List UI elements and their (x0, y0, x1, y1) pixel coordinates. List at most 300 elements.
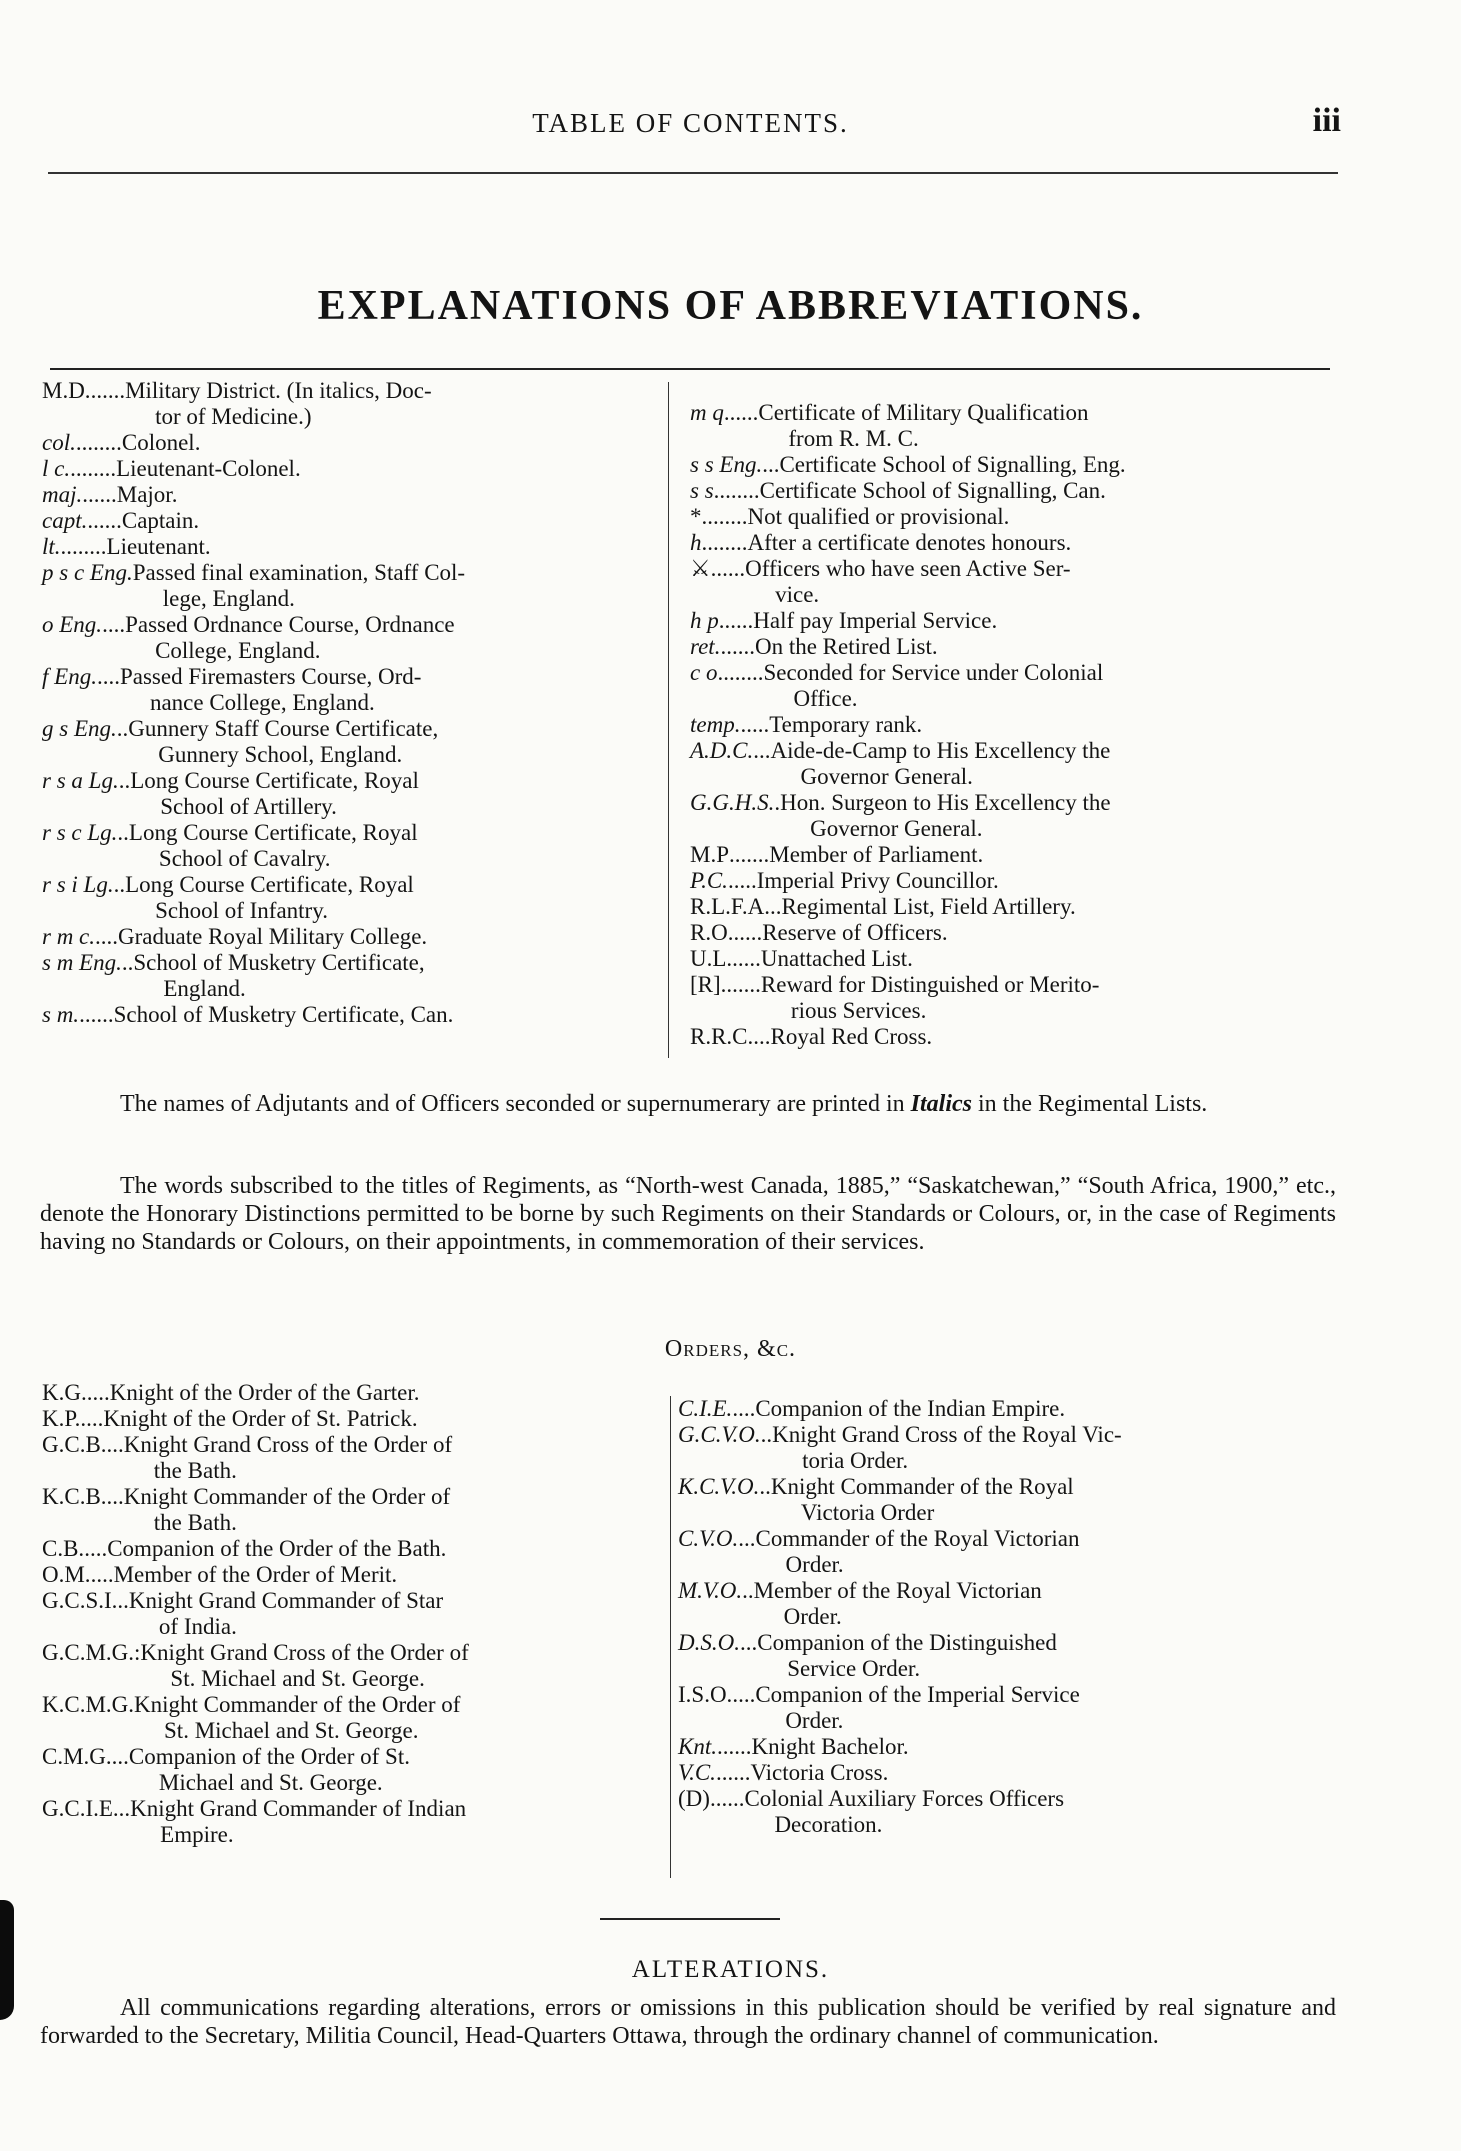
entry-row (690, 842, 1330, 868)
orders-heading: Orders, &c. (664, 1336, 797, 1362)
entry-row (690, 946, 1330, 972)
entry-description-text: Member of Parliament. (769, 842, 984, 867)
entry-description-text: School of Musketry Certificate, (133, 950, 425, 975)
entry-description (761, 972, 1330, 1024)
entry-row (678, 1422, 1328, 1474)
entry-description-continuation: England. (163, 976, 246, 1001)
entry-leader-dots: .. (116, 716, 129, 741)
entry-description-continuation: Service Order. (787, 1656, 921, 1681)
entry-row (690, 634, 1330, 660)
entry-abbreviation: r s c Lg. (42, 820, 118, 845)
entry-row (678, 1630, 1328, 1682)
entry-abbreviation: C.M.G. (42, 1744, 112, 1769)
entry-description-continuation: tor of Medicine.) (155, 404, 312, 429)
entry-description-text: School of Musketry Certificate, Can. (113, 1002, 454, 1027)
entry-description-text: Not qualified or provisional. (747, 504, 1010, 529)
entry-description (133, 950, 660, 1002)
entry-description-text: Unattached List. (760, 946, 913, 971)
entry-row (42, 820, 660, 872)
entry-description (754, 1578, 1328, 1630)
entry-description-continuation: toria Order. (802, 1448, 909, 1473)
entry-description (753, 608, 1330, 634)
entry-leader-dots: ........ (75, 430, 122, 455)
entry-leader-dots: ..... (727, 868, 757, 893)
entry-description (129, 820, 660, 872)
entry-leader-dots: .... (84, 1536, 108, 1561)
entry-description (129, 1588, 660, 1640)
entry-row (42, 456, 660, 482)
entry-leader-dots: ..... (733, 920, 763, 945)
entry-row (678, 1474, 1328, 1526)
entry-leader-dots: .... (80, 1406, 104, 1431)
entry-abbreviation: ret. (690, 634, 721, 659)
entry-description (107, 1536, 660, 1562)
abbreviations-right-column (690, 400, 1330, 1050)
entry-abbreviation: G.C.B. (42, 1432, 107, 1457)
entry-row (690, 608, 1330, 634)
entry-description-text: Companion of the Indian Empire. (755, 1396, 1066, 1421)
entry-description-continuation: of India. (158, 1614, 237, 1639)
entry-row (42, 1796, 660, 1848)
entry-description (757, 1630, 1328, 1682)
entry-description-text: Commander of the Royal Victorian (755, 1526, 1080, 1551)
entry-description-continuation: School of Artillery. (160, 794, 337, 819)
entry-description-text: Knight of the Order of the Garter. (109, 1380, 420, 1405)
entry-description-text: Knight Bachelor. (751, 1734, 909, 1759)
italics-note-text-end: in the Regimental Lists. (971, 1091, 1208, 1117)
entry-leader-dots: ....... (720, 972, 761, 997)
entry-leader-dots: ........ (70, 456, 117, 481)
entry-abbreviation: K.C.V.O. (678, 1474, 760, 1499)
entry-abbreviation: p s c Eng. (42, 560, 133, 585)
entry-description-continuation: Order. (785, 1708, 844, 1733)
entry-row (678, 1760, 1328, 1786)
entry-description-continuation: the Bath. (153, 1510, 237, 1535)
entry-description (781, 894, 1330, 920)
entry-abbreviation: r s a Lg. (42, 768, 119, 793)
entry-description-text: Hon. Surgeon to His Excellency the (780, 790, 1111, 815)
entry-description (117, 482, 660, 508)
entry-leader-dots: .. (118, 1796, 131, 1821)
entry-leader-dots: .... (90, 1562, 114, 1587)
entry-row (690, 660, 1330, 712)
entry-description (130, 768, 660, 820)
entry-leader-dots: ....... (729, 842, 770, 867)
entry-description-text: Royal Red Cross. (770, 1024, 933, 1049)
entry-description (133, 560, 660, 612)
entry-row (42, 1562, 660, 1588)
entry-row (690, 972, 1330, 1024)
entry-abbreviation: r s i Lg. (42, 872, 114, 897)
entry-abbreviation: C.V.O. (678, 1526, 739, 1551)
entry-row (678, 1682, 1328, 1734)
entry-description-continuation: School of Cavalry. (158, 846, 331, 871)
entry-description-text: Reserve of Officers. (762, 920, 948, 945)
entry-description (756, 1526, 1328, 1578)
entry-description-text: Passed Ordnance Course, Ordnance (125, 612, 455, 637)
entry-abbreviation: h p (690, 608, 719, 633)
entry-row (42, 560, 660, 612)
entry-leader-dots: ...... (87, 508, 122, 533)
entry-description (751, 1734, 1328, 1760)
entry-abbreviation: C.I.E. (678, 1396, 733, 1421)
entry-abbreviation: R.R.C. (690, 1024, 754, 1049)
entry-description (755, 1682, 1328, 1734)
entry-abbreviation: s m Eng. (42, 950, 122, 975)
entry-abbreviation: col. (42, 430, 76, 455)
entry-leader-dots: ..... (732, 946, 761, 971)
entry-description-continuation: lege, England. (162, 586, 295, 611)
entry-description-continuation: Decoration. (774, 1812, 883, 1837)
entry-description-continuation: nance College, England. (149, 690, 375, 715)
entry-description (107, 534, 660, 560)
alterations-text: All communications regarding alterations, errors or omissions in this publication should be verified by real signature and forwarded to the Secretary, Militia Council, Head-Quarters Ottawa, through the ordinary channel of communication. (40, 1995, 1336, 2049)
entry-leader-dots: .. (113, 872, 126, 897)
entry-description-text: After a certificate denotes honours. (747, 530, 1072, 555)
entry-description-text: Military District. (In italics, Doc- (125, 378, 432, 403)
entry-description-text: On the Retired List. (754, 634, 938, 659)
entry-description-continuation: from R. M. C. (788, 426, 919, 451)
entry-description (744, 1786, 1328, 1838)
entry-abbreviation: m q (690, 400, 724, 425)
entry-description-text: Knight Grand Commander of Star (128, 1588, 444, 1613)
entry-leader-dots: .. (121, 950, 134, 975)
entry-description (760, 478, 1330, 504)
entry-abbreviation: O.M. (42, 1562, 91, 1587)
entry-description (779, 452, 1330, 478)
entry-abbreviation: U.L. (690, 946, 733, 971)
entry-abbreviation: ⚔ (690, 556, 711, 581)
abbreviations-left-column (42, 378, 660, 1028)
entry-row (690, 868, 1330, 894)
entry-leader-dots: ... (106, 1432, 124, 1457)
entry-leader-dots: .. (760, 1422, 773, 1447)
entry-description-text: Companion of the Order of St. (128, 1744, 410, 1769)
entry-leader-dots: .... (95, 924, 119, 949)
entry-description (755, 1396, 1328, 1422)
entry-description-continuation: Michael and St. George. (158, 1770, 383, 1795)
entry-abbreviation: capt. (42, 508, 88, 533)
entry-leader-dots: .. (759, 1474, 771, 1499)
entry-abbreviation: I.S.O. (678, 1682, 733, 1707)
entry-description (129, 1744, 660, 1796)
entry-leader-dots: ...... (709, 1786, 745, 1811)
entry-description-continuation: vice. (775, 582, 820, 607)
entry-leader-dots: .... (102, 612, 126, 637)
section-break-rule (600, 1918, 780, 1920)
entry-row (678, 1578, 1328, 1630)
entry-abbreviation: G.G.H.S. (690, 790, 775, 815)
honours-note: The words subscribed to the titles of Regiments, as “North-west Canada, 1885,” “Saskatchewan,” “South Africa, 1900,” etc., denote the Honorary Distinctions permitted to be borne by such Regiments on their Standards or Colours, or, in the case of Regiments having no Standards or Colours, on their appointments, in commemoration of their services. (40, 1173, 1336, 1255)
entry-abbreviation: g s Eng. (42, 716, 117, 741)
entry-leader-dots: ...... (79, 1002, 114, 1027)
entry-leader-dots: ...... (723, 400, 759, 425)
entry-leader-dots: ... (738, 1526, 756, 1551)
entry-description-text: Major. (116, 482, 178, 507)
entry-abbreviation: R.L.F.A. (690, 894, 770, 919)
entry-description-text: Long Course Certificate, Royal (128, 820, 418, 845)
header-rule (48, 172, 1338, 174)
entry-row (42, 1484, 660, 1536)
entry-row (690, 452, 1330, 478)
entry-row (42, 716, 660, 768)
entry-abbreviation: Knt. (678, 1734, 717, 1759)
entry-leader-dots: .... (732, 1396, 756, 1421)
entry-row (690, 1024, 1330, 1050)
entry-description (758, 400, 1330, 452)
entry-leader-dots: ...... (718, 608, 754, 633)
entry-row (42, 1380, 660, 1406)
entry-abbreviation: G.C.V.O. (678, 1422, 761, 1447)
entry-description (103, 1406, 660, 1432)
entry-description-continuation: rious Services. (790, 998, 927, 1023)
entry-leader-dots: ... (762, 452, 780, 477)
entry-description-text: Knight Grand Cross of the Royal Vic- (772, 1422, 1122, 1447)
entry-description-continuation: College, England. (155, 638, 321, 663)
entry-leader-dots: ... (753, 1024, 771, 1049)
entry-abbreviation: M.P (690, 842, 729, 867)
entry-abbreviation: A.D.C. (690, 738, 754, 763)
entry-description-text: Lieutenant. (106, 534, 211, 559)
entry-description-text: Passed Firemasters Course, Ord- (119, 664, 422, 689)
entry-description-continuation: Governor General. (800, 764, 973, 789)
entry-abbreviation: s s (690, 478, 714, 503)
entry-description-text: Long Course Certificate, Royal (125, 872, 414, 897)
entry-description-text: Passed final examination, Staff Col- (132, 560, 466, 585)
entry-description-text: Regimental List, Field Artillery. (781, 894, 1076, 919)
entry-description-continuation: St. Michael and St. George. (170, 1666, 425, 1691)
entry-leader-dots: ... (111, 1744, 129, 1769)
entry-description-continuation: Governor General. (810, 816, 983, 841)
entry-description-continuation: School of Infantry. (155, 898, 328, 923)
entry-description-text: Member of the Order of Merit. (113, 1562, 398, 1587)
entry-row (690, 504, 1330, 530)
entry-description-text: Knight of the Order of St. Patrick. (103, 1406, 418, 1431)
entry-leader-dots: ... (106, 1484, 124, 1509)
entry-row (42, 950, 660, 1002)
entry-description-text: Half pay Imperial Service. (753, 608, 998, 633)
entry-description-text: Gunnery Staff Course Certificate, (128, 716, 439, 741)
entry-description (771, 1474, 1328, 1526)
entry-row (690, 530, 1330, 556)
entry-leader-dots: .... (732, 1682, 756, 1707)
italics-word: Italics (910, 1091, 972, 1117)
entry-leader-dots: .. (117, 820, 129, 845)
running-head: TABLE OF CONTENTS. (532, 108, 849, 138)
entry-description-text: Officers who have seen Active Ser- (745, 556, 1071, 581)
entry-abbreviation: maj. (42, 482, 83, 507)
entry-description (116, 456, 660, 482)
entry-row (690, 738, 1330, 790)
entry-row (690, 556, 1330, 608)
entry-row (690, 478, 1330, 504)
entry-description (750, 1760, 1328, 1786)
entry-row (42, 1406, 660, 1432)
entry-abbreviation: lt. (42, 534, 61, 559)
entry-abbreviation: o Eng. (42, 612, 103, 637)
entry-leader-dots: ........ (701, 504, 748, 529)
entry-description (769, 712, 1330, 738)
section-title: EXPLANATIONS OF ABBREVIATIONS. (317, 283, 1144, 329)
entry-description-text: Knight Commander of the Royal (770, 1474, 1074, 1499)
entry-leader-dots: ...... (710, 556, 746, 581)
entry-abbreviation: V.C. (678, 1760, 716, 1785)
italics-note-text: The names of Adjutants and of Officers seconded or supernumerary are printed in (120, 1091, 911, 1117)
entry-description (125, 872, 660, 924)
entry-leader-dots: .. (117, 1588, 129, 1613)
entry-abbreviation: r m c. (42, 924, 96, 949)
entry-description (118, 924, 660, 950)
entry-description (140, 1640, 660, 1692)
entry-row (678, 1734, 1328, 1760)
entry-description-continuation: the Bath. (153, 1458, 237, 1483)
entry-abbreviation: M.D. (42, 378, 91, 403)
entry-row (690, 920, 1330, 946)
entry-leader-dots: ...... (720, 634, 755, 659)
entry-description-text: Companion of the Order of the Bath. (107, 1536, 447, 1561)
page-number: iii (1312, 102, 1341, 139)
entry-description (772, 1422, 1328, 1474)
entry-row (42, 768, 660, 820)
alterations-heading: ALTERATIONS. (631, 1956, 830, 1983)
entry-description-text: Knight Grand Cross of the Order of (140, 1640, 469, 1665)
entry-leader-dots: ...... (716, 1734, 752, 1759)
entry-leader-dots: ........ (713, 478, 760, 503)
entry-row (42, 534, 660, 560)
entry-description (763, 660, 1330, 712)
entry-row (678, 1786, 1328, 1838)
entry-abbreviation: [R] (690, 972, 721, 997)
entry-description-text: Temporary rank. (769, 712, 923, 737)
entry-abbreviation: M.V.O. (678, 1578, 743, 1603)
entry-abbreviation: f Eng. (42, 664, 97, 689)
entry-leader-dots: .. (742, 1578, 754, 1603)
entry-description (748, 504, 1331, 530)
entry-abbreviation: K.C.M.G. (42, 1692, 135, 1717)
entry-leader-dots: .... (96, 664, 120, 689)
entry-description (122, 430, 660, 456)
entry-description (134, 1692, 660, 1744)
entry-description-continuation: Gunnery School, England. (158, 742, 403, 767)
column-divider (668, 382, 669, 1058)
entry-description (762, 920, 1330, 946)
orders-right-column (678, 1396, 1328, 1838)
entry-description-continuation: Office. (793, 686, 858, 711)
entry-abbreviation: P.C. (690, 868, 728, 893)
entry-description (125, 612, 660, 664)
ink-blot (0, 1900, 14, 2020)
entry-abbreviation: c o (690, 660, 718, 685)
entry-description-text: Victoria Cross. (750, 1760, 889, 1785)
entry-row (678, 1396, 1328, 1422)
title-rule (50, 368, 1330, 370)
entry-description-text: Member of the Royal Victorian (753, 1578, 1042, 1603)
entry-description-text: Lieutenant-Colonel. (116, 456, 301, 481)
entry-description (771, 1024, 1330, 1050)
entry-description (124, 1432, 660, 1484)
entry-description (128, 716, 660, 768)
entry-description (757, 868, 1330, 894)
entry-leader-dots: .. (769, 894, 782, 919)
entry-description-continuation: Order. (785, 1552, 844, 1577)
entry-abbreviation: G.C.I.E. (42, 1796, 119, 1821)
entry-leader-dots: ........ (717, 660, 764, 685)
entry-description-text: Knight Grand Commander of Indian (130, 1796, 467, 1821)
entry-description-text: Long Course Certificate, Royal (130, 768, 419, 793)
entry-description-text: Captain. (121, 508, 200, 533)
entry-description-continuation: Order. (783, 1604, 842, 1629)
entry-description-continuation: Empire. (160, 1822, 234, 1847)
entry-description-text: Graduate Royal Military College. (118, 924, 428, 949)
italics-note (40, 1090, 1336, 1118)
entry-description-text: Imperial Privy Councillor. (756, 868, 999, 893)
orders-left-column (42, 1380, 660, 1848)
entry-leader-dots: . (774, 790, 781, 815)
entry-row (42, 430, 660, 456)
entry-leader-dots: ........ (60, 534, 107, 559)
entry-abbreviation: s s Eng. (690, 452, 763, 477)
entry-description (114, 1002, 660, 1028)
entry-row (690, 894, 1330, 920)
entry-leader-dots: .. (118, 768, 131, 793)
entry-row (42, 872, 660, 924)
entry-description (748, 530, 1331, 556)
entry-description-text: Certificate School of Signalling, Can. (759, 478, 1106, 503)
entry-description (114, 1562, 660, 1588)
entry-row (42, 1692, 660, 1744)
entry-leader-dots: ........ (701, 530, 748, 555)
entry-description (761, 946, 1330, 972)
entry-description-text: Knight Commander of the Order of (123, 1484, 451, 1509)
entry-row (42, 482, 660, 508)
entry-description (780, 790, 1330, 842)
entry-row (42, 924, 660, 950)
entry-description-continuation: Victoria Order (800, 1500, 935, 1525)
entry-abbreviation: K.C.B. (42, 1484, 107, 1509)
entry-description-text: Colonial Auxiliary Forces Officers (744, 1786, 1065, 1811)
entry-row (42, 378, 660, 430)
entry-description-text: Knight Commander of the Order of (134, 1692, 461, 1717)
entry-row (42, 1536, 660, 1562)
entry-abbreviation: R.O. (690, 920, 734, 945)
entry-abbreviation: G.C.S.I. (42, 1588, 118, 1613)
entry-description (120, 664, 660, 716)
entry-leader-dots: ... (739, 1630, 758, 1655)
entry-row (42, 1640, 660, 1692)
entry-description (110, 1380, 660, 1406)
entry-description-text: Companion of the Distinguished (757, 1630, 1057, 1655)
entry-description-continuation: St. Michael and St. George. (164, 1718, 419, 1743)
entry-description (122, 508, 660, 534)
entry-leader-dots: ...... (90, 378, 126, 403)
entry-abbreviation: l c. (42, 456, 71, 481)
entry-row (42, 508, 660, 534)
entry-leader-dots: ...... (82, 482, 117, 507)
entry-leader-dots: .... (86, 1380, 110, 1405)
entry-description (769, 842, 1330, 868)
entry-description (124, 1484, 660, 1536)
entry-row (42, 664, 660, 716)
entry-row (42, 1744, 660, 1796)
entry-row (42, 1002, 660, 1028)
entry-leader-dots: ..... (740, 712, 770, 737)
entry-row (42, 1588, 660, 1640)
entry-leader-dots: ...... (715, 1760, 751, 1785)
entry-abbreviation: K.G. (42, 1380, 87, 1405)
entry-description (130, 1796, 660, 1848)
orders-column-divider (670, 1396, 671, 1878)
entry-row (42, 612, 660, 664)
